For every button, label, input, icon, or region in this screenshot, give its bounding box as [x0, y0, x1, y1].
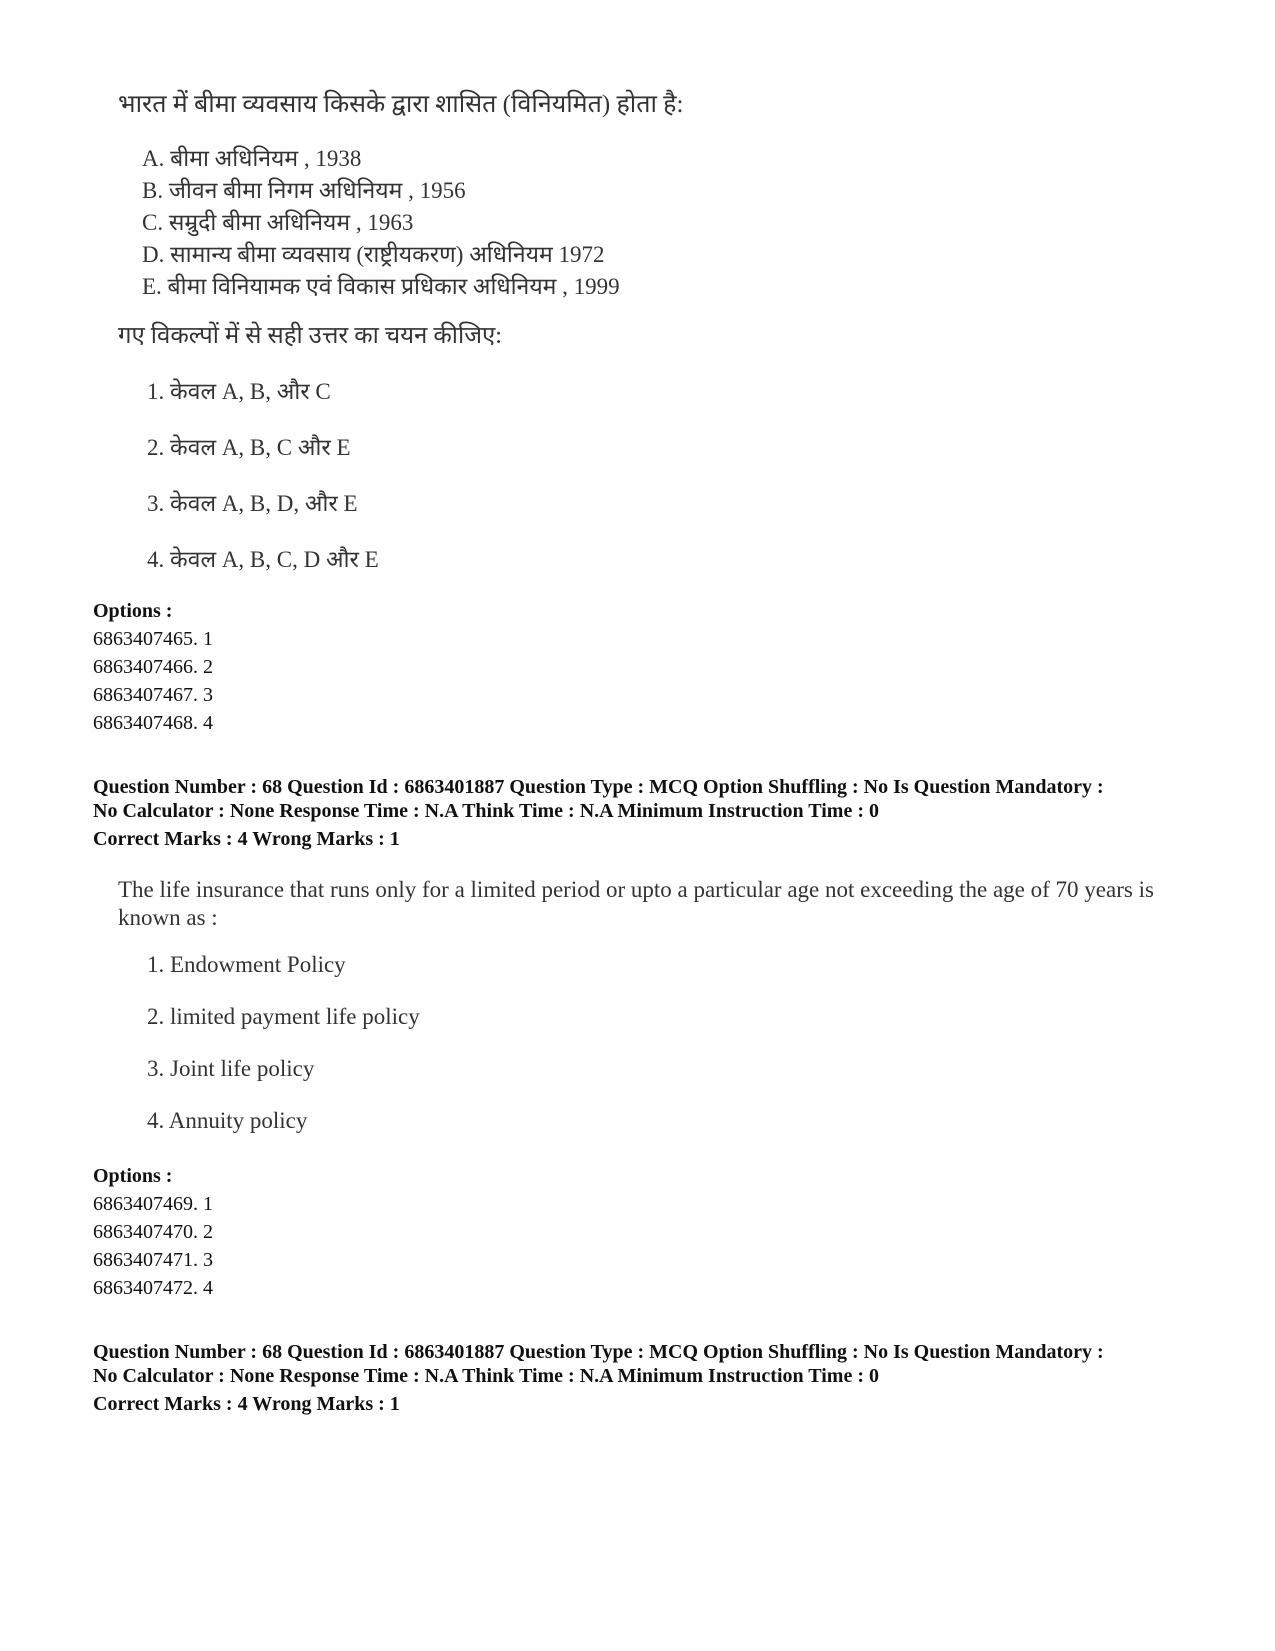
question-1-choice-1: 1. केवल A, B, और C [147, 379, 331, 404]
statement-b: B. जीवन बीमा निगम अधिनियम , 1956 [142, 178, 466, 203]
question-1-instruction: गए विकल्पों में से सही उत्तर का चयन कीजिए: [118, 323, 502, 349]
question-1-option-id: 6863407465. 1 [93, 628, 213, 650]
question-1-choice-4: 4. केवल A, B, C, D और E [147, 547, 379, 572]
question-2-option-id: 6863407470. 2 [93, 1221, 213, 1243]
question-1-choice-2: 2. केवल A, B, C और E [147, 435, 351, 460]
question-2-choice-3: 3. Joint life policy [147, 1056, 315, 1081]
question-3-meta-line-1: Question Number : 68 Question Id : 6863401887 Question Type : MCQ Option Shuffling : No Is Question Mandatory : [93, 1341, 1104, 1363]
question-2-options-label: Options : [93, 1165, 173, 1187]
statement-c: C. सम्रुदी बीमा अधिनियम , 1963 [142, 210, 414, 235]
question-2-choice-2: 2. limited payment life policy [147, 1004, 420, 1029]
question-1-option-id: 6863407468. 4 [93, 712, 213, 734]
question-1-stem: भारत में बीमा व्यवसाय किसके द्वारा शासित (विनियमित) होता है: [118, 91, 684, 118]
question-1-option-id: 6863407466. 2 [93, 656, 213, 678]
question-2-choice-1: 1. Endowment Policy [147, 952, 346, 977]
statement-d: D. सामान्य बीमा व्यवसाय (राष्ट्रीयकरण) अधिनियम 1972 [142, 242, 605, 267]
question-3-meta-line-2: No Calculator : None Response Time : N.A Think Time : N.A Minimum Instruction Time : 0 [93, 1365, 879, 1387]
question-2-meta-line-1: Question Number : 68 Question Id : 6863401887 Question Type : MCQ Option Shuffling : No Is Question Mandatory : [93, 776, 1104, 798]
question-1-statements [142, 143, 620, 303]
question-2-text: The life insurance that runs only for a limited period or upto a particular age not exceeding the age of 70 years is known as : [118, 877, 1154, 930]
question-2-meta-line-2: No Calculator : None Response Time : N.A Think Time : N.A Minimum Instruction Time : 0 [93, 800, 879, 822]
question-3-marks: Correct Marks : 4 Wrong Marks : 1 [93, 1393, 400, 1415]
question-1-option-id: 6863407467. 3 [93, 684, 213, 706]
statement-e: E. बीमा विनियामक एवं विकास प्रधिकार अधिनियम , 1999 [142, 274, 620, 299]
question-2-option-id: 6863407469. 1 [93, 1193, 213, 1215]
question-1-choice-3: 3. केवल A, B, D, और E [147, 491, 358, 516]
question-1-options-label: Options : [93, 600, 173, 622]
question-2-choice-4: 4. Annuity policy [147, 1108, 308, 1133]
question-2-option-id: 6863407471. 3 [93, 1249, 213, 1271]
question-2-option-id: 6863407472. 4 [93, 1277, 213, 1299]
question-2-marks: Correct Marks : 4 Wrong Marks : 1 [93, 828, 400, 850]
statement-a: A. बीमा अधिनियम , 1938 [142, 146, 362, 171]
